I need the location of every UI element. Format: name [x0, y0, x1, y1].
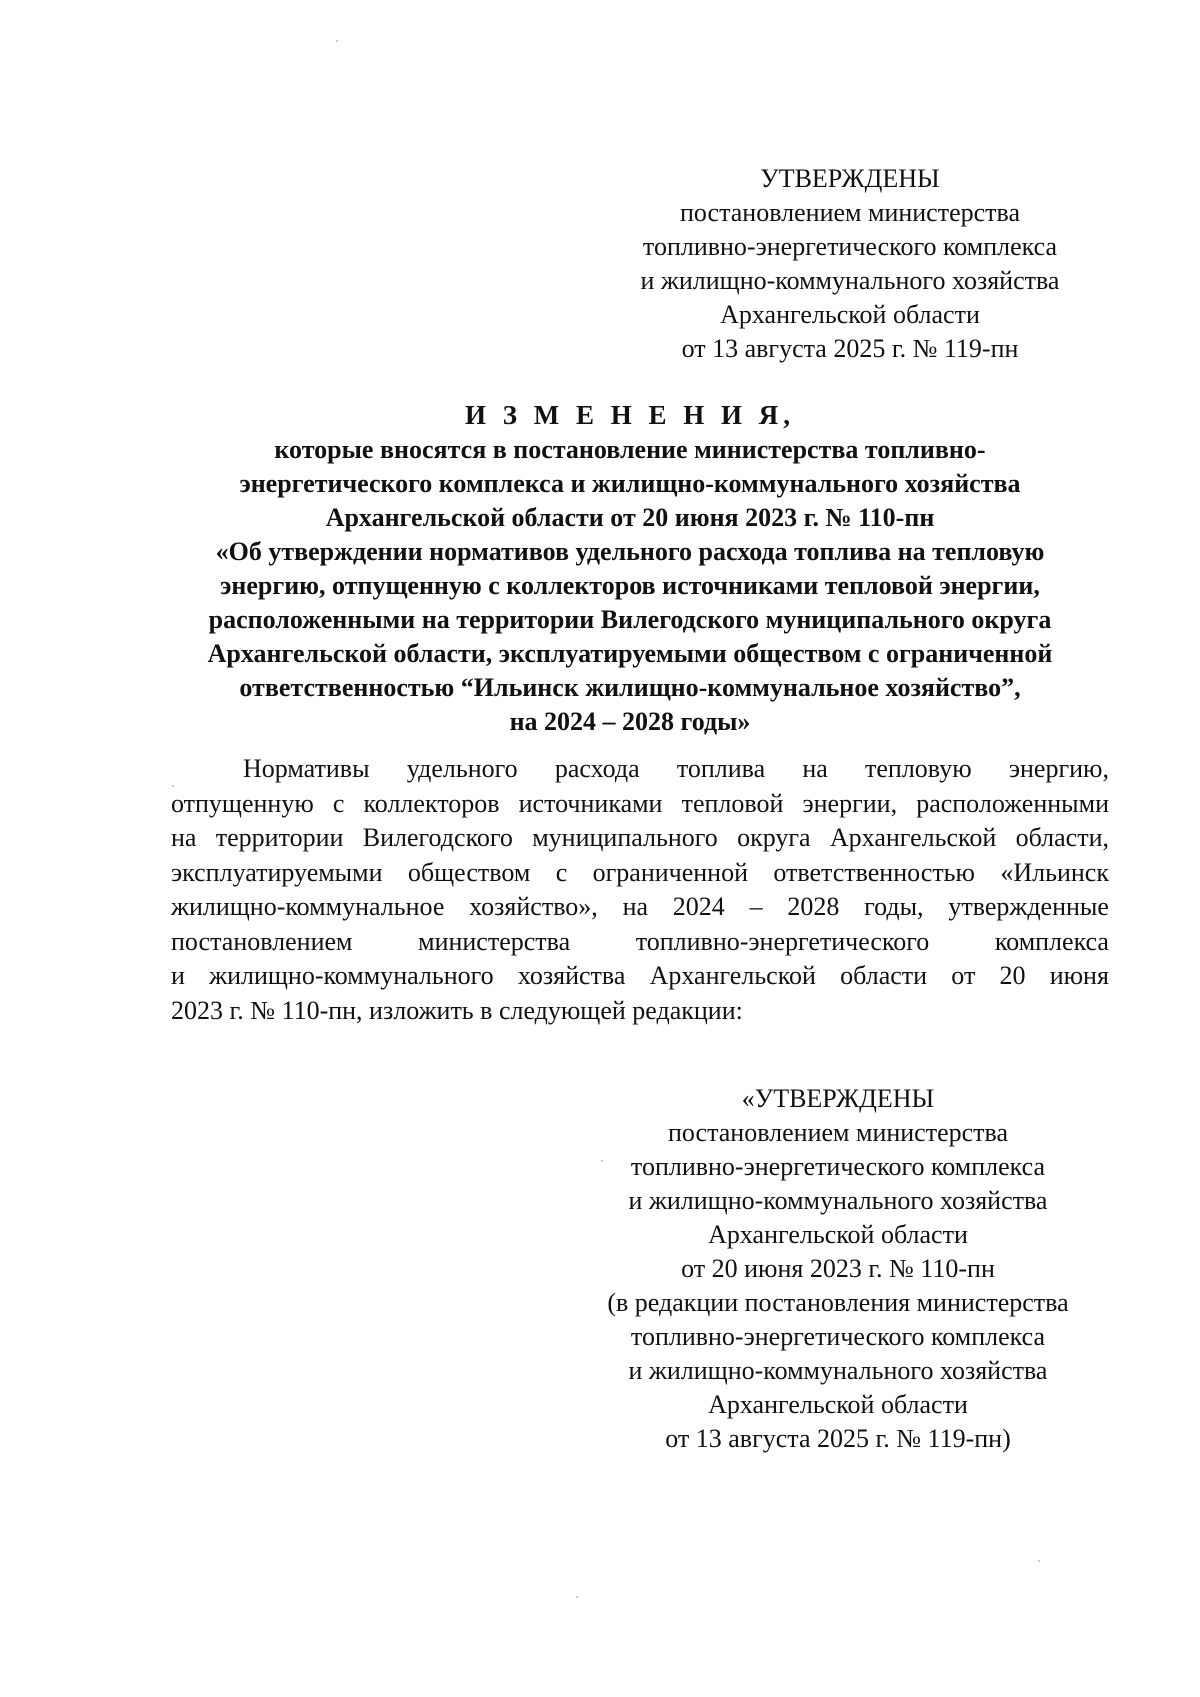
body-line: [171, 925, 1109, 960]
body-word: на: [171, 823, 197, 852]
body-word: тепловую: [865, 754, 972, 783]
heading-line: Архангельской области, эксплуатируемыми обществом с ограниченной: [207, 639, 1053, 668]
approval-bottom-line: топливно-энергетического комплекса: [630, 1152, 1046, 1181]
body-word: министерства: [418, 926, 571, 956]
approval-bottom-line: «УТВЕРЖДЕНЫ: [741, 1084, 935, 1113]
body-word: топливно-энергетического: [635, 926, 930, 956]
body-word: –: [749, 892, 763, 921]
body-word: от: [951, 961, 976, 990]
body-word: энергию,: [1008, 754, 1109, 783]
heading-line: «Об утверждении нормативов удельного расхода топлива на тепловую: [215, 537, 1045, 566]
body-word: хозяйство»,: [469, 892, 598, 921]
approval-bottom-line: от 13 августа 2025 г. № 119-пн): [665, 1424, 1011, 1453]
body-word: Вилегодского: [362, 823, 513, 852]
body-word: источниками: [518, 788, 663, 818]
body-word: топлива: [676, 754, 766, 783]
body-word: отпущенную: [171, 788, 314, 818]
body-line: [171, 959, 1109, 994]
body-word: ответственностью: [773, 857, 975, 887]
body-word: 2028: [787, 892, 840, 921]
approval-bottom-line: и жилищно-коммунального хозяйства: [628, 1356, 1048, 1385]
approval-bottom-line: топливно-энергетического комплекса: [630, 1322, 1046, 1351]
approval-stamp-top: [620, 162, 1080, 366]
heading-line: которые вносятся в постановление министерства топливно-: [274, 435, 986, 464]
body-word: на: [622, 892, 649, 921]
body-word: утвержденные: [948, 892, 1109, 921]
body-word: энергии,: [802, 788, 898, 818]
approval-bottom-line: от 20 июня 2023 г. № 110-пн: [681, 1254, 995, 1283]
heading-line: на 2024 – 2028 годы»: [509, 707, 751, 736]
approval-top-line: Архангельской области: [720, 300, 980, 329]
body-word: округа: [737, 823, 811, 852]
body-word: 2023 г. № 110-пн, изложить в следующей редакции:: [171, 995, 743, 1025]
approval-bottom-line: Архангельской области: [708, 1390, 968, 1419]
body-word: коллекторов: [363, 788, 500, 818]
approval-top-line: от 13 августа 2025 г. № 119-пн: [681, 334, 1019, 363]
body-line: [171, 856, 1109, 891]
approval-top-line: постановлением министерства: [679, 198, 1021, 227]
body-paragraph: [171, 752, 1109, 1028]
body-word: 20: [999, 961, 1026, 990]
body-word: 2024: [672, 892, 725, 921]
body-word: муниципального: [532, 823, 718, 852]
body-word: и: [171, 961, 185, 990]
body-line: [171, 752, 1109, 787]
approval-top-line: УТВЕРЖДЕНЫ: [760, 164, 940, 193]
heading-line: ответственностью “Ильинск жилищно-коммунальное хозяйство”,: [239, 673, 1021, 702]
body-word: с: [332, 788, 345, 818]
body-word: июня: [1049, 961, 1109, 990]
body-word: Архангельской: [649, 961, 816, 990]
body-word: области: [840, 961, 928, 990]
approval-bottom-line: постановлением министерства: [667, 1118, 1009, 1147]
approval-bottom-line: (в редакции постановления министерства: [607, 1288, 1069, 1317]
approval-top-line: топливно-энергетического комплекса: [642, 232, 1058, 261]
body-line: [171, 787, 1109, 822]
heading-line: Архангельской области от 20 июня 2023 г. № 110-пн: [325, 503, 935, 532]
approval-bottom-line: Архангельской области: [708, 1220, 968, 1249]
body-word: с: [555, 857, 568, 887]
body-word: тепловой: [681, 788, 784, 818]
body-line: [171, 994, 1109, 1029]
document-heading: [160, 398, 1100, 739]
approval-stamp-bottom: [588, 1082, 1088, 1456]
body-word: жилищно-коммунальное: [171, 892, 445, 921]
body-word: на: [802, 754, 828, 783]
body-word: территории: [215, 823, 344, 852]
body-word: хозяйства: [517, 961, 626, 990]
approval-top-line: и жилищно-коммунального хозяйства: [640, 266, 1060, 295]
body-word: Архангельской: [829, 823, 997, 852]
approval-bottom-line: и жилищно-коммунального хозяйства: [628, 1186, 1048, 1215]
body-word: области,: [1015, 823, 1109, 852]
body-word: жилищно-коммунального: [209, 961, 494, 990]
scan-speck: [1038, 1560, 1040, 1562]
body-word: обществом: [407, 857, 531, 887]
body-word: комплекса: [994, 926, 1109, 956]
body-word: годы,: [864, 892, 924, 921]
body-word: эксплуатируемыми: [171, 857, 383, 887]
heading-line: энергетического комплекса и жилищно-коммунального хозяйства: [239, 469, 1021, 498]
heading-title: И З М Е Н Е Н И Я,: [464, 400, 795, 430]
body-word: расположенными: [916, 788, 1109, 818]
body-word: Нормативы: [243, 754, 370, 783]
body-word: ограниченной: [592, 857, 748, 887]
heading-line: энергию, отпущенную с коллекторов источниками тепловой энергии,: [220, 571, 1040, 600]
body-word: «Ильинск: [1000, 857, 1109, 887]
body-word: удельного: [406, 754, 518, 783]
body-line: [171, 890, 1109, 925]
heading-line: расположенными на территории Вилегодского муниципального округа: [208, 605, 1052, 634]
scan-speck: [576, 1596, 578, 1598]
body-line: [171, 821, 1109, 856]
scan-speck: [336, 40, 338, 42]
body-word: расхода: [554, 754, 640, 783]
body-word: постановлением: [171, 926, 353, 956]
